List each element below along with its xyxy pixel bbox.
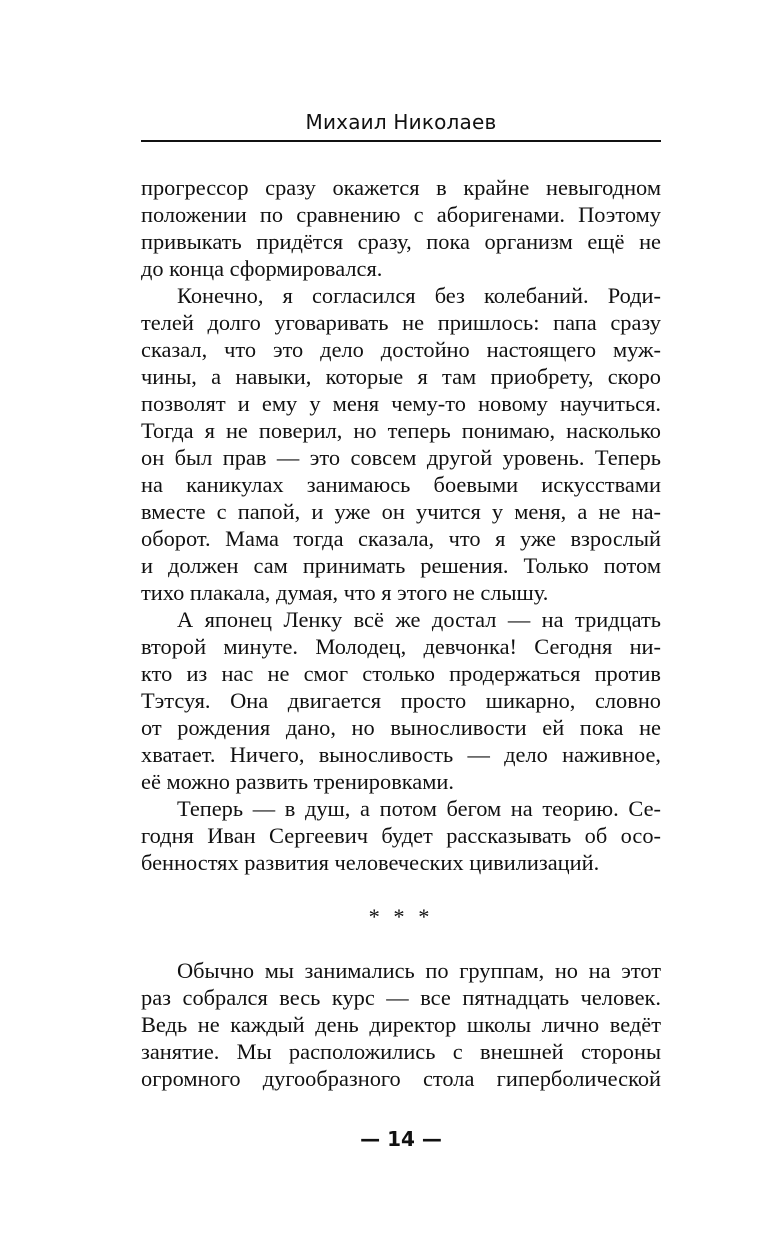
text-line: огромного дугообразного стола гиперболической <box>141 1066 661 1091</box>
text-line: телей долго уговаривать не пришлось: папа сразу <box>141 310 661 335</box>
text-line: А японец Ленку всё же достал — на тридцать <box>177 607 661 632</box>
text-line: и должен сам принимать решения. Только потом <box>141 553 661 578</box>
text-line: оборот. Мама тогда сказала, что я уже взрослый <box>141 526 661 551</box>
text-line: занятие. Мы расположились с внешней стороны <box>141 1039 661 1064</box>
text-line: привыкать придётся сразу, пока организм ещё не <box>141 229 661 254</box>
text-line: раз собрался весь курс — все пятнадцать человек. <box>141 985 661 1010</box>
text-line: Обычно мы занимались по группам, но на этот <box>177 958 661 983</box>
text-line: годня Иван Сергеевич будет рассказывать об осо- <box>141 823 661 848</box>
header-rule <box>141 140 661 142</box>
text-line: вместе с папой, и уже он учится у меня, а не на- <box>141 499 661 524</box>
text-line: Теперь — в душ, а потом бегом на теорию. Се- <box>177 796 661 821</box>
page-number: — 14 — <box>360 1127 442 1151</box>
text-line: Ведь не каждый день директор школы лично ведёт <box>141 1012 661 1037</box>
body-text <box>141 174 661 1092</box>
text-line: позволят и ему у меня чему-то новому научиться. <box>141 391 661 416</box>
text-line: чины, а навыки, которые я там приобрету, скоро <box>141 364 661 389</box>
text-line: на каникулах занимаюсь боевыми искусствами <box>141 472 661 497</box>
text-line: второй минуте. Молодец, девчонка! Сегодня ни- <box>141 634 661 659</box>
text-line: от рождения дано, но выносливости ей пока не <box>141 715 661 740</box>
text-line: Тогда я не поверил, но теперь понимаю, насколько <box>141 418 661 443</box>
text-line: тихо плакала, думая, что я этого не слышу. <box>141 580 549 605</box>
text-line: сказал, что это дело достойно настоящего муж- <box>141 337 661 362</box>
text-line: её можно развить тренировками. <box>141 769 454 794</box>
text-line: бенностях развития человеческих цивилизаций. <box>141 850 600 875</box>
running-head: Михаил Николаев <box>305 110 497 134</box>
text-line: до конца сформировался. <box>141 256 383 281</box>
spacer <box>141 930 661 957</box>
text-line: он был прав — это совсем другой уровень. Теперь <box>141 445 661 470</box>
text-line: Тэтсуя. Она двигается просто шикарно, словно <box>141 688 661 713</box>
section-break: * * * <box>368 904 434 929</box>
text-line: Конечно, я согласился без колебаний. Роди- <box>177 283 661 308</box>
text-line: прогрессор сразу окажется в крайне невыгодном <box>141 175 661 200</box>
spacer <box>141 876 661 903</box>
text-line: хватает. Ничего, выносливость — дело наживное, <box>141 742 661 767</box>
text-line: кто из нас не смог столько продержаться против <box>141 661 661 686</box>
text-line: положении по сравнению с аборигенами. Поэтому <box>141 202 661 227</box>
